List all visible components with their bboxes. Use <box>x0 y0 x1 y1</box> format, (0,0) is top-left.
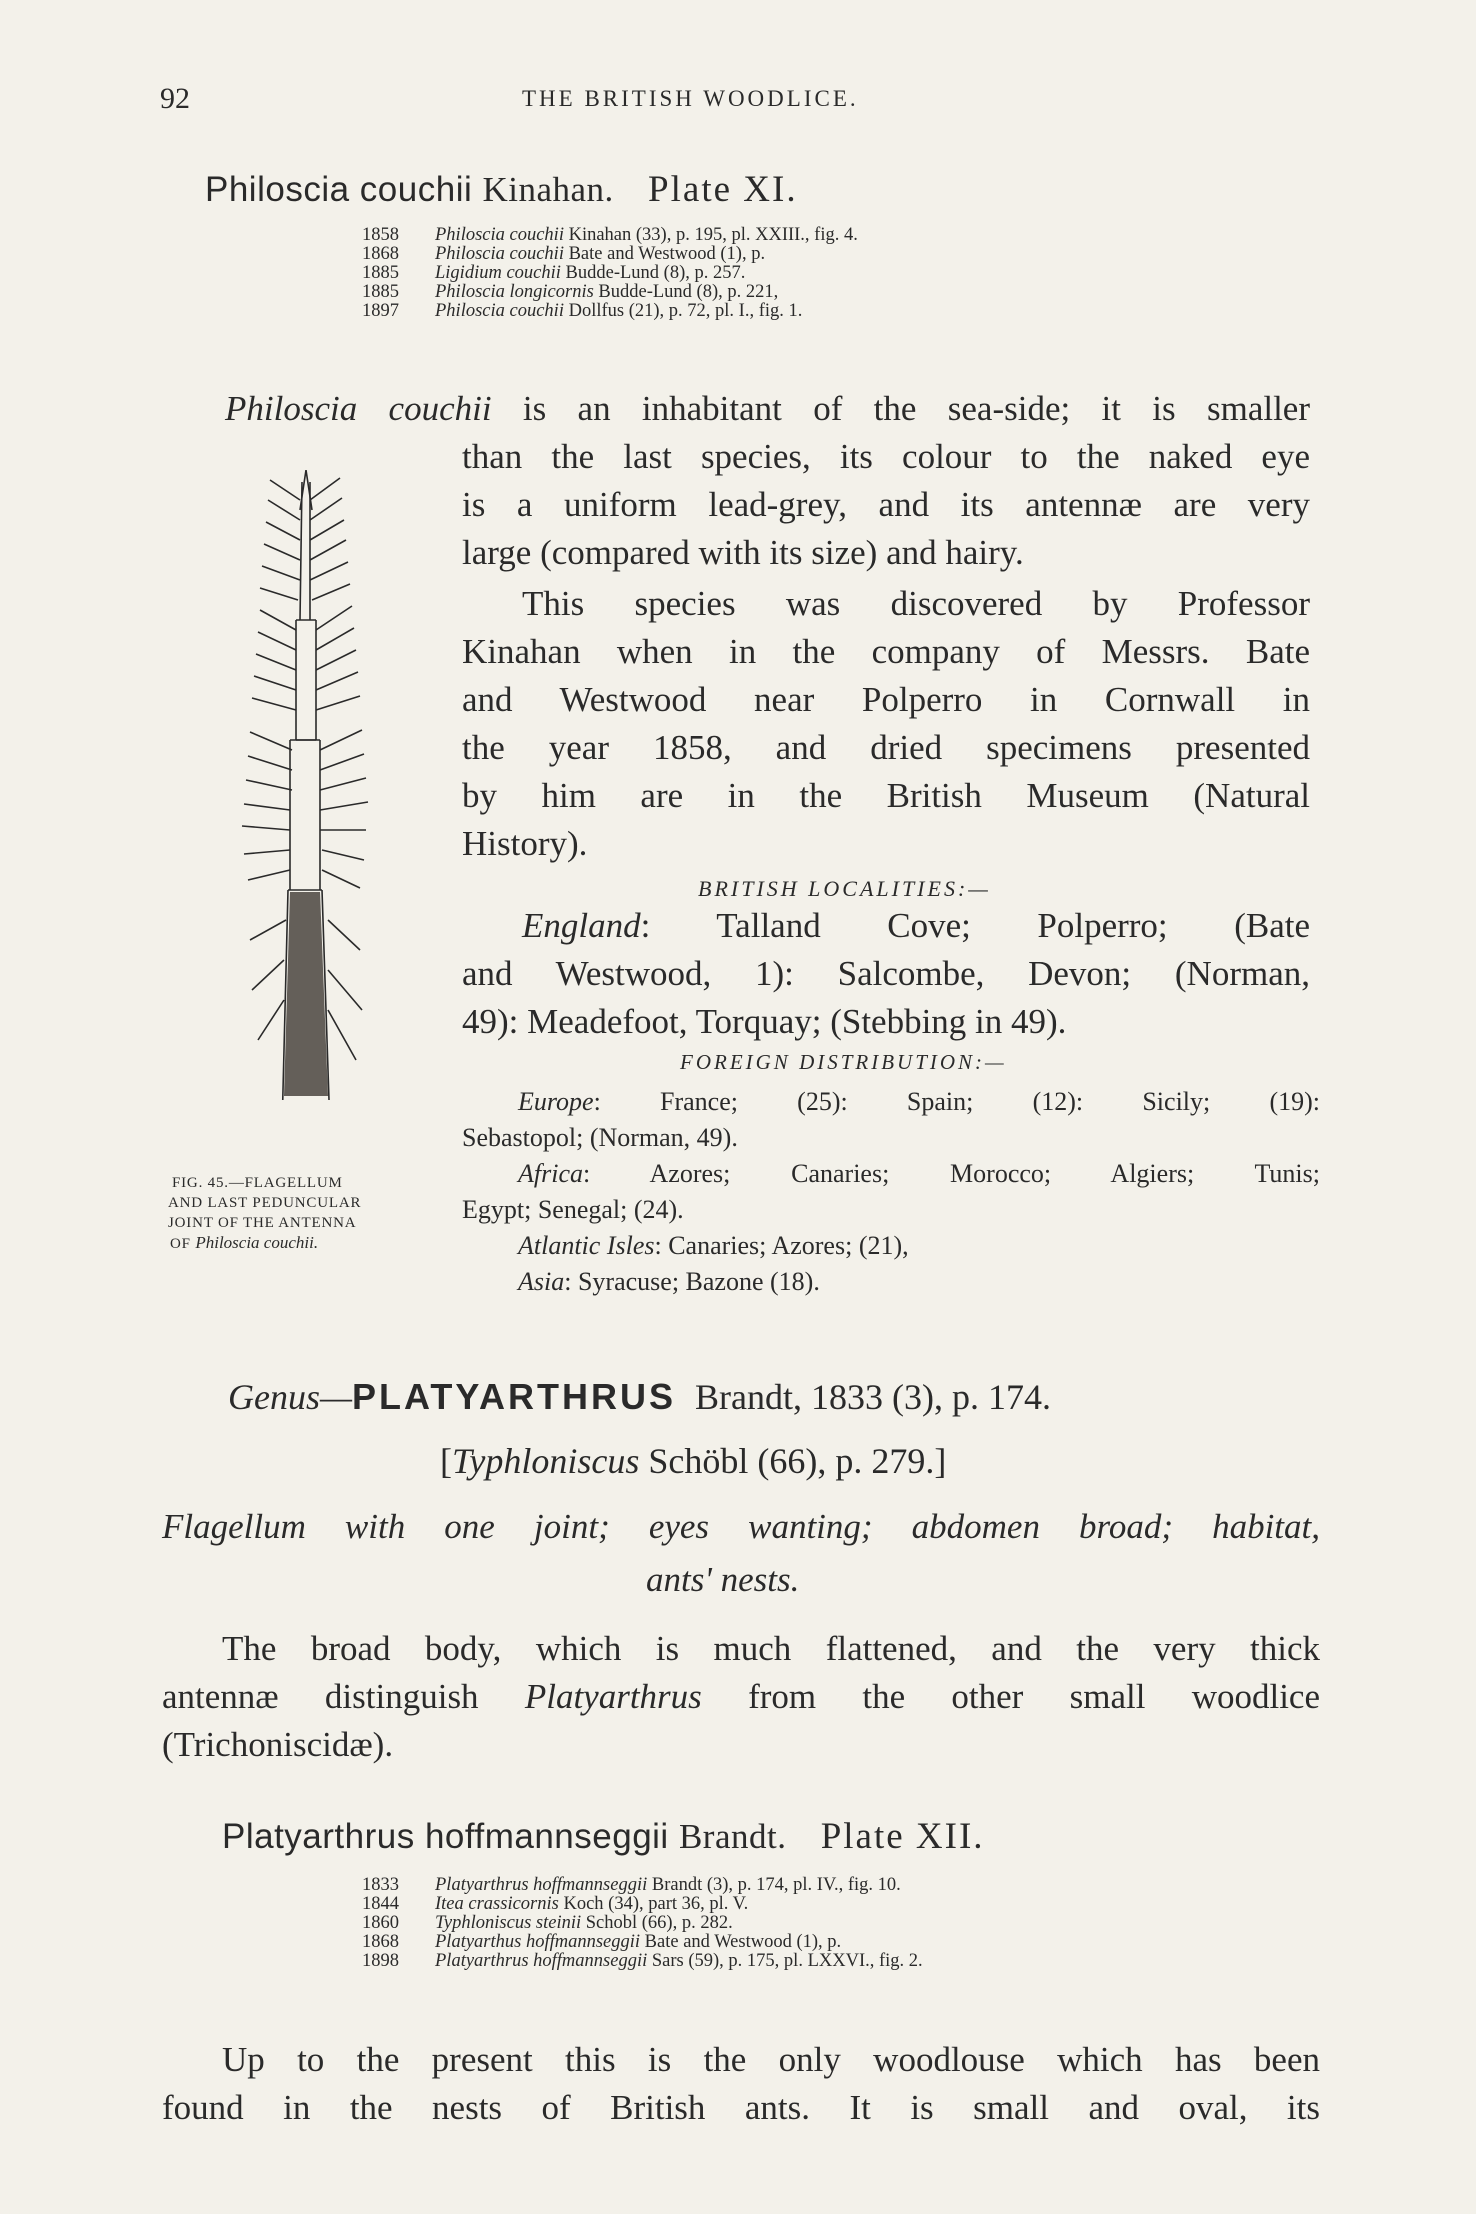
antenna-illustration <box>230 470 380 1100</box>
synonymy-entry: 1860 Typhloniscus steinii Schobl (66), p. 282. <box>362 1913 733 1933</box>
genus-heading: Genus—PLATYARTHRUS Brandt, 1833 (3), p. 174. <box>228 1376 1051 1417</box>
species-title <box>205 168 798 211</box>
synonymy-list <box>362 1876 923 1971</box>
synonymy-entry: 1868 Philoscia couchii Bate and Westwood (1), p. <box>362 244 766 264</box>
genus-synonym: [Typhloniscus Schöbl (66), p. 279.] <box>440 1441 947 1481</box>
plate-reference: Plate XII. <box>820 1816 985 1857</box>
page-number: 92 <box>160 82 190 115</box>
figure-caption: FIG. 45.—FLAGELLUM AND LAST PEDUNCULAR JOINT OF THE ANTENNA OF Philoscia couchii. <box>168 1175 362 1252</box>
england-localities: England: Talland Cove; Polperro; (Bate and Westwood, 1): Salcombe, Devon; (Norman, 49): Meadefoot, Torquay; (Stebbing in 49). <box>462 906 1310 1041</box>
species-name: Philoscia couchii <box>205 170 473 209</box>
british-localities-heading: BRITISH LOCALITIES:— <box>698 876 991 901</box>
synonymy-entry: 1898 Platyarthrus hoffmannseggii Sars (59), p. 175, pl. LXXVI., fig. 2. <box>362 1951 923 1971</box>
synonymy-entry: 1868 Platyarthus hoffmannseggii Bate and Westwood (1), p. <box>362 1932 842 1952</box>
foreign-distribution-heading: FOREIGN DISTRIBUTION:— <box>680 1050 1007 1074</box>
synonymy-list <box>362 226 858 321</box>
description-paragraph-cont: than the last species, its colour to the naked eye is a uniform lead-grey, and its antennæ are very large (compared with its size) and hairy. <box>462 437 1310 572</box>
plate-reference: Plate XI. <box>648 169 798 210</box>
genus-name: PLATYARTHRUS <box>352 1376 677 1417</box>
running-title: THE BRITISH WOODLICE. <box>522 86 859 111</box>
genus-diagnosis: Flagellum with one joint; eyes wanting; abdomen broad; habitat, <box>162 1507 1320 1546</box>
species-name-inline: Philoscia couchii <box>225 389 492 428</box>
habitat-paragraph: Up to the present this is the only woodlouse which has been found in the nests of British ants. It is small and oval, its <box>162 2040 1320 2127</box>
genus-description: The broad body, which is much flattened, and the very thick antennæ distinguish Platyarthrus from the other small woodlice (Trichoniscidæ). <box>162 1629 1321 1764</box>
genus-diagnosis-cont: ants' nests. <box>646 1560 800 1599</box>
synonymy-entry: 1897 Philoscia couchii Dollfus (21), p. 72, pl. I., fig. 1. <box>362 301 803 321</box>
description-paragraph: Philoscia couchii is an inhabitant of the sea-side; it is smaller <box>225 389 1310 428</box>
synonymy-entry: 1844 Itea crassicornis Koch (34), part 36, pl. V. <box>362 1894 749 1914</box>
synonymy-entry: 1833 Platyarthrus hoffmannseggii Brandt (3), p. 174, pl. IV., fig. 10. <box>362 1875 901 1895</box>
species-author: Brandt. <box>678 1817 787 1856</box>
discovery-paragraph: This species was discovered by Professor Kinahan when in the company of Messrs. Bate and Westwood near Polperro in Cornwall in the year 1858, and dried specimens presented by him are in the British Museum (Natural History). <box>462 584 1310 863</box>
synonymy-entry: 1885 Ligidium couchii Budde-Lund (8), p. 257. <box>362 263 746 283</box>
foreign-distribution: Europe: France; (25): Spain; (12): Sicily; (19): Sebastopol; (Norman, 49). Africa: Azores; Canaries; Morocco; Algiers; Tunis; Egypt; Senegal; (24). Atlantic Isles: Canaries; Azores; (21), Asia: Syracuse; Bazone (18). <box>462 1087 1320 1296</box>
species-author: Kinahan. <box>482 170 614 209</box>
synonymy-entry: 1885 Philoscia longicornis Budde-Lund (8), p. 221, <box>362 282 779 302</box>
species-title <box>222 1815 985 1858</box>
peduncular-joint-shading <box>284 892 328 1096</box>
synonymy-entry: 1858 Philoscia couchii Kinahan (33), p. 195, pl. XXIII., fig. 4. <box>362 225 858 245</box>
species-name: Platyarthrus hoffmannseggii <box>222 1817 669 1856</box>
